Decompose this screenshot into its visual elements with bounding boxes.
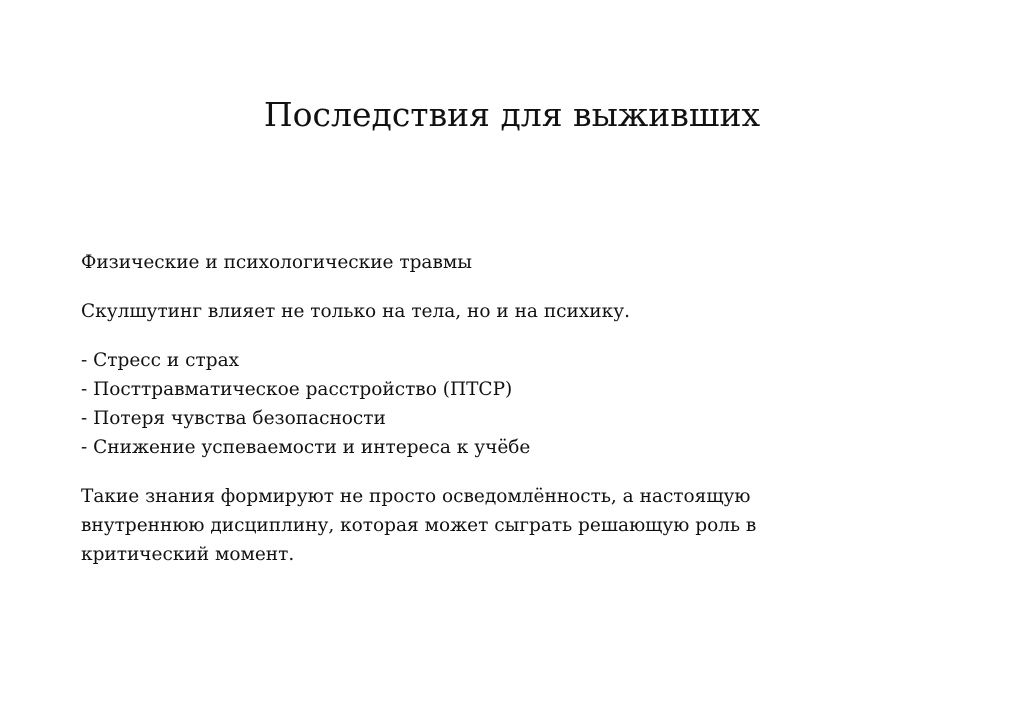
intro-paragraph: Скулшутинг влияет не только на тела, но и на психику. xyxy=(81,301,630,322)
list-item: - Стресс и страх xyxy=(81,350,240,371)
list-item: - Потеря чувства безопасности xyxy=(81,408,386,429)
conclusion-paragraph: Такие знания формируют не просто осведомлённость, а настоящую внутреннюю дисциплину, которая может сыграть решающую роль в критический момент. xyxy=(81,486,757,565)
consequences-list xyxy=(81,346,881,462)
list-item: - Посттравматическое расстройство (ПТСР) xyxy=(81,379,513,400)
slide-title: Последствия для выживших xyxy=(263,95,761,134)
section-subheading: Физические и психологические травмы xyxy=(81,252,472,273)
list-item: - Снижение успеваемости и интереса к учёбе xyxy=(81,437,531,458)
